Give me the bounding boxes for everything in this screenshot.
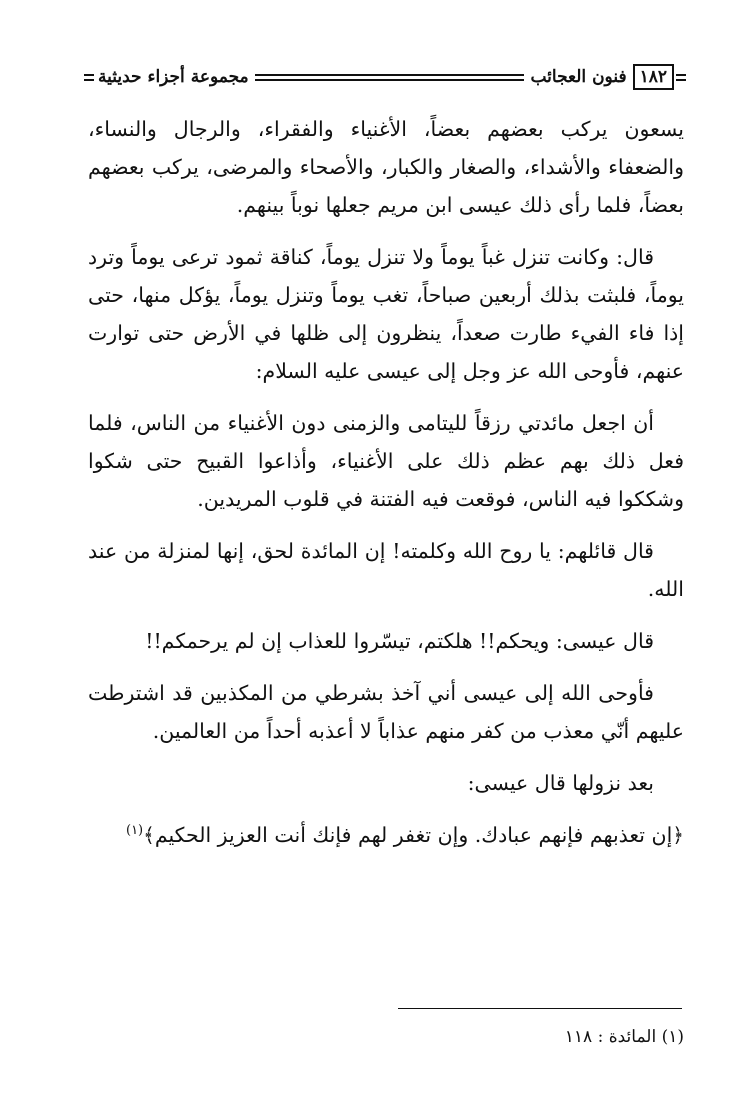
header-rule-cap-right [676, 74, 686, 81]
paragraph: قال: وكانت تنزل غباً يوماً ولا تنزل يوماً، كناقة ثمود ترعى يوماً وترد يوماً، فلبثت بذلك أربعين صباحاً، تغب يوماً وتنزل يوماً، يؤكل منها، حتى إذا فاء الفيء طارت صعداً، ينظرون إلى ظلها في الأرض حتى توارت عنهم، فأوحى الله عز وجل إلى عيسى عليه السلام: [88, 245, 684, 383]
quran-open-bracket: ﴿ [672, 823, 684, 847]
paragraph: أن اجعل مائدتي رزقاً لليتامى والزمنى دون الأغنياء من الناس، فلما فعل ذلك بهم عظم ذلك على الأغنياء، وأذاعوا القبيح حتى شكوا وشككوا فيه الناس، فوقعت فيه الفتنة في قلوب المريدين. [88, 411, 684, 511]
paragraph: فأوحى الله إلى عيسى أني آخذ بشرطي من المكذبين قد اشترطت عليهم أنّي معذب من كفر منهم عذاباً لا أعذبه أحداً من العالمين. [88, 681, 684, 743]
quran-close-bracket: ﴾ [143, 823, 155, 847]
paragraph: قال عيسى: ويحكم!! هلكتم، تيسّروا للعذاب إن لم يرحمكم!! [145, 629, 654, 653]
collection-title: مجموعة أجزاء حديثية [98, 67, 249, 87]
paragraph: يسعون يركب بعضهم بعضاً، الأغنياء والفقراء، والرجال والنساء، والضعفاء والأشداء، والصغار والكبار، والأصحاء والمرضى، يركب بعضهم بعضاً، فلما رأى ذلك عيسى ابن مريم جعلها نوباً بينهم. [88, 117, 684, 217]
body-text [88, 110, 684, 868]
footnote-reference: (١) [125, 823, 144, 839]
header-rule-cap-left [84, 74, 94, 81]
page-number: ١٨٢ [633, 64, 674, 90]
paragraph: بعد نزولها قال عيسى: [467, 771, 654, 795]
book-title: فنون العجائب [530, 67, 627, 87]
quran-verse-text: إن تعذبهم فإنهم عبادك. وإن تغفر لهم فإنك أنت العزيز الحكيم [154, 823, 673, 847]
footnote-separator [398, 1008, 682, 1009]
quran-verse [88, 816, 684, 854]
running-header [84, 62, 686, 92]
footnote: (١) المائدة : ١١٨ [564, 1027, 684, 1047]
header-rule [255, 74, 525, 81]
paragraph: قال قائلهم: يا روح الله وكلمته! إن المائدة لحق، إنها لمنزلة من عند الله. [88, 539, 684, 601]
